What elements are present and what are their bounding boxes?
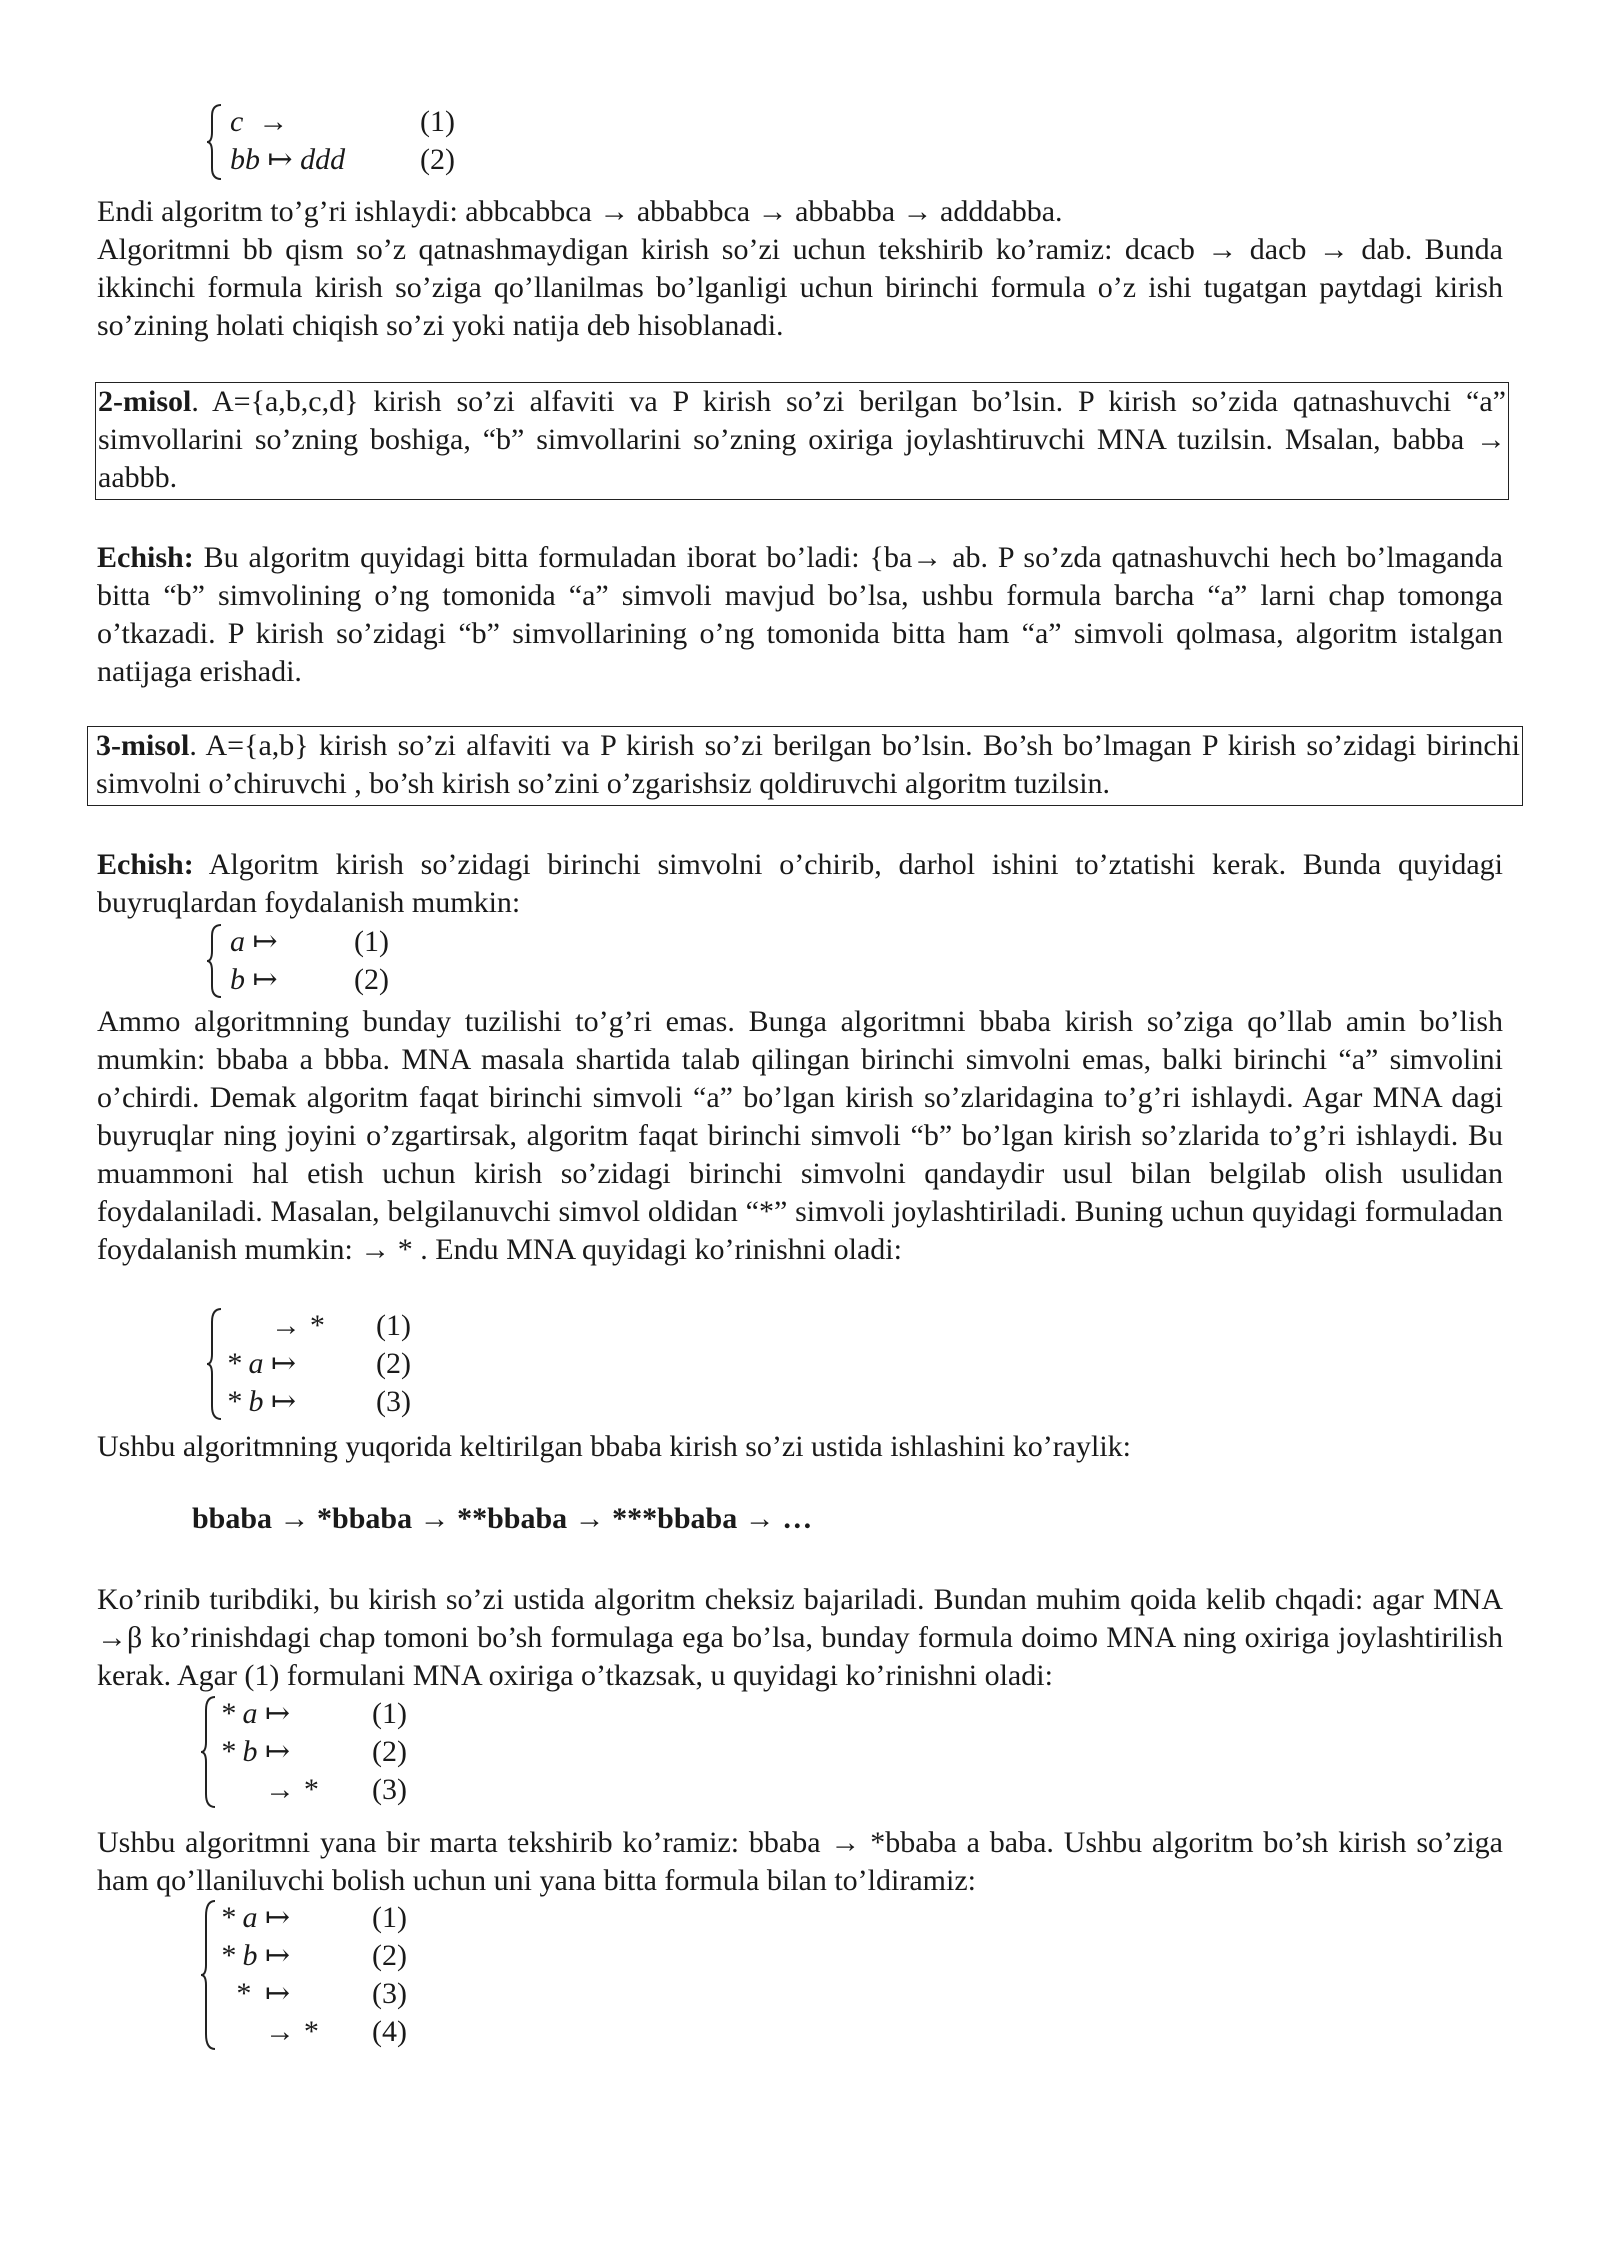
solution-2 (97, 539, 1503, 691)
formula-text: → * (226, 1309, 324, 1342)
formula-system-3 (206, 1306, 426, 1422)
formula-text: * b ↦ (220, 1939, 291, 1972)
example-2-body: . A={a,b,c,d} kirish so’zi alfaviti va P kirish so’zi berilgan bo’lsin. P kirish so’zida qatnashuvchi “a” simvollarini so’zning boshiga, “b” simvollarini so’zning oxiriga joylashtiruvchi MNA tuzilsin. Msalan, babba → aabbb. (98, 385, 1506, 494)
formula-row (220, 2014, 420, 2050)
formula-text: * a ↦ (220, 1901, 291, 1934)
left-brace (200, 1898, 218, 2052)
formula-text: → * (220, 2015, 318, 2048)
paragraph-endi: Endi algoritm to’g’ri ishlaydi: abbcabbca → abbabbca → abbabba → adddabba. (97, 195, 1063, 228)
solution-2-label: Echish: (97, 541, 194, 574)
formula-number: (2) (372, 1735, 407, 1768)
formula-number: (2) (354, 963, 389, 996)
paragraph-korinib: Ko’rinib turibdiki, bu kirish so’zi ustida algoritm cheksiz bajariladi. Bundan muhim qoida kelib chqadi: agar MNA →β ko’rinishdagi chap tomoni bo’sh formulaga ega bo’lsa, bunday formula doimo MNA ning oxiriga joylashtirilish kerak. Agar (1) formulani MNA oxiriga o’tkazsak, u quyidagi ko’rinishni oladi: (97, 1583, 1503, 1692)
formula-system-5 (200, 1898, 420, 2052)
formula-row (220, 1938, 420, 1974)
paragraph-ushbu-1: Ushbu algoritmning yuqorida keltirilgan bbaba kirish so’zi ustida ishlashini ko’raylik: (97, 1430, 1132, 1463)
formula-number: (3) (376, 1385, 411, 1418)
formula-row (230, 104, 466, 140)
left-brace (206, 922, 224, 1000)
left-brace (206, 1306, 224, 1422)
formula-row (220, 1696, 420, 1732)
formula-number: (3) (372, 1977, 407, 2010)
paragraph-bb-check: Algoritmni bb qism so’z qatnashmaydigan kirish so’zi uchun tekshirib ko’ramiz: dcacb → dacb → dab. Bunda ikkinchi formula kirish so’ziga qo’llanilmas bo’lganligi uchun birinchi formula o’z ishi tugatgan paytdagi kirish so’zining holati chiqish so’zi yoki natija deb hisoblanadi. (97, 233, 1503, 342)
example-2-box (95, 382, 1509, 500)
left-brace (200, 1694, 218, 1810)
formula-number: (3) (372, 1773, 407, 1806)
formula-number: (4) (372, 2015, 407, 2048)
formula-text: * ↦ (220, 1977, 291, 2010)
formula-text: * b ↦ (220, 1735, 291, 1768)
solution-3-label: Echish: (97, 848, 194, 881)
formula-number: (1) (354, 925, 389, 958)
example-2-label: 2-misol (98, 385, 192, 418)
formula-number: (2) (376, 1347, 411, 1380)
derivation-chain: bbaba → *bbaba → **bbaba → ***bbaba → … (192, 1502, 813, 1535)
example-3-text (88, 727, 1522, 803)
formula-row (226, 1384, 426, 1420)
example-3-body: . A={a,b} kirish so’zi alfaviti va P kirish so’zi berilgan bo’lsin. Bo’sh bo’lmagan P kirish so’zidagi birinchi simvolni o’chiruvchi , bo’sh kirish so’zini o’zgarishsiz qoldiruvchi algoritm tuzilsin. (96, 729, 1520, 800)
formula-row (230, 142, 466, 178)
formula-row (220, 1734, 420, 1770)
formula-number: (1) (420, 105, 455, 138)
formula-number: (2) (420, 143, 455, 176)
paragraph-ushbu-2: Ushbu algoritmni yana bir marta tekshirib ko’ramiz: bbaba → *bbaba a baba. Ushbu algoritm bo’sh kirish so’ziga ham qo’llaniluvchi bolish uchun uni yana bitta formula bilan to’ldiramiz: (97, 1826, 1503, 1897)
formula-text: * b ↦ (226, 1385, 297, 1418)
formula-text: b ↦ (230, 963, 278, 996)
formula-text: * a ↦ (220, 1697, 291, 1730)
formula-system-1 (206, 102, 466, 182)
formula-number: (1) (372, 1697, 407, 1730)
solution-3 (97, 846, 1503, 922)
formula-text: bb ↦ ddd (230, 143, 346, 176)
solution-3-body: Algoritm kirish so’zidagi birinchi simvolni o’chirib, darhol ishini to’ztatishi kerak. Bunda quyidagi buyruqlardan foydalanish mumkin: (97, 848, 1503, 919)
formula-text: c → (230, 105, 289, 138)
example-3-label: 3-misol (96, 729, 190, 762)
formula-text: → * (220, 1773, 318, 1806)
formula-row (220, 1900, 420, 1936)
formula-number: (1) (376, 1309, 411, 1342)
formula-row (230, 962, 426, 998)
formula-row (230, 924, 426, 960)
formula-row (220, 1772, 420, 1808)
paragraph-ammo: Ammo algoritmning bunday tuzilishi to’g’ri emas. Bunga algoritmni bbaba kirish so’ziga qo’llab amin bo’lish mumkin: bbaba a bbba. MNA masala shartida talab qilingan birinchi simvolni emas, balki birinchi “a” simvolini o’chirdi. Demak algoritm faqat birinchi simvoli “a” bo’lgan kirish so’zlaridagina to’g’ri ishlaydi. Agar MNA dagi buyruqlar ning joyini o’zgartirsak, algoritm faqat birinchi simvoli “b” bo’lgan kirish so’zlarida to’g’ri ishlaydi. Bu muammoni hal etish uchun kirish so’zidagi birinchi simvolni qandaydir usul bilan belgilab olish usulidan foydalaniladi. Masalan, belgilanuvchi simvol oldidan “*” simvoli joylashtiriladi. Buning uchun quyidagi formuladan foydalanish mumkin: → * . Endu MNA quyidagi ko’rinishni oladi: (97, 1005, 1503, 1266)
solution-2-body: Bu algoritm quyidagi bitta formuladan iborat bo’ladi: {ba→ ab. P so’zda qatnashuvchi hech bo’lmaganda bitta “b” simvolining o’ng tomonida “a” simvoli mavjud bo’lsa, ushbu formula barcha “a” larni chap tomonga o’tkazadi. P kirish so’zidagi “b” simvollarining o’ng tomonida bitta ham “a” simvoli qolmasa, algoritm istalgan natijaga erishadi. (97, 541, 1503, 688)
formula-row (226, 1308, 426, 1344)
formula-row (220, 1976, 420, 2012)
formula-number: (1) (372, 1901, 407, 1934)
formula-system-2 (206, 922, 426, 1000)
example-3-box (87, 726, 1523, 806)
left-brace (206, 102, 224, 182)
formula-number: (2) (372, 1939, 407, 1972)
formula-system-4 (200, 1694, 420, 1810)
formula-text: * a ↦ (226, 1347, 297, 1380)
formula-row (226, 1346, 426, 1382)
example-2-text (96, 383, 1508, 497)
formula-text: a ↦ (230, 925, 278, 958)
